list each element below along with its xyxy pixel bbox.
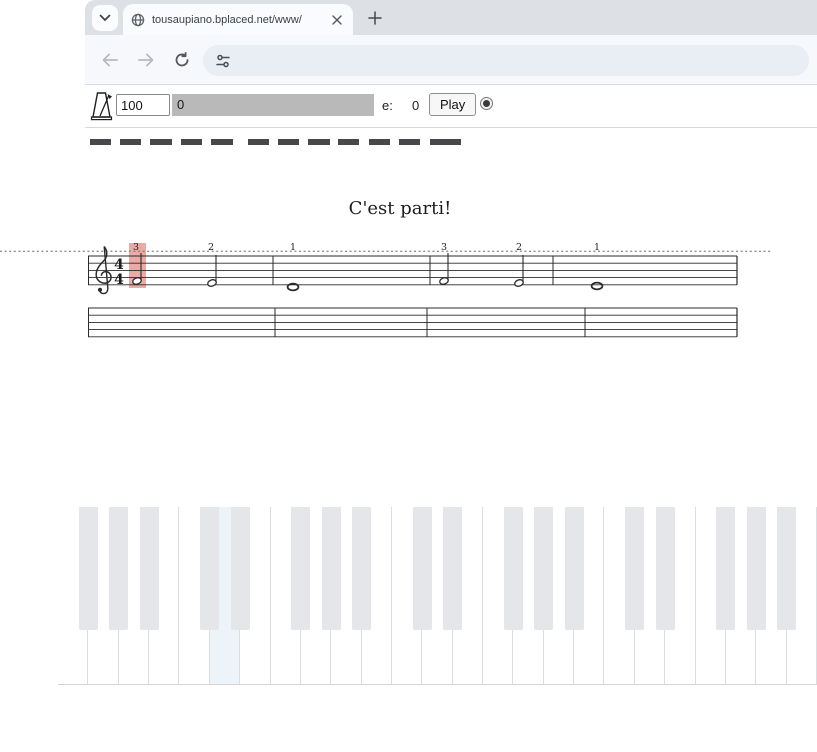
elapsed-label: e: [382,98,393,113]
finger-number: 2 [515,242,523,253]
play-button[interactable]: Play [429,93,476,116]
note [439,253,449,285]
finger-number: 1 [289,242,297,253]
time-signature: 4 [114,257,124,273]
progress-value: 0 [177,97,185,112]
treble-staff [88,242,737,294]
finger-number: 1 [593,242,601,253]
elapsed-value: 0 [412,98,420,113]
time-signature: 4 [114,272,124,288]
note [514,255,524,287]
system-1 [0,242,771,337]
finger-number: 2 [207,242,215,253]
finger-number: 3 [440,242,448,253]
finger-number: 3 [132,242,140,253]
note [207,255,217,287]
score-title: C'est parti! [348,198,452,219]
bass-staff [88,308,737,337]
tab-title: tousaupiano.bplaced.net/www/ [152,13,302,26]
note [592,283,603,290]
